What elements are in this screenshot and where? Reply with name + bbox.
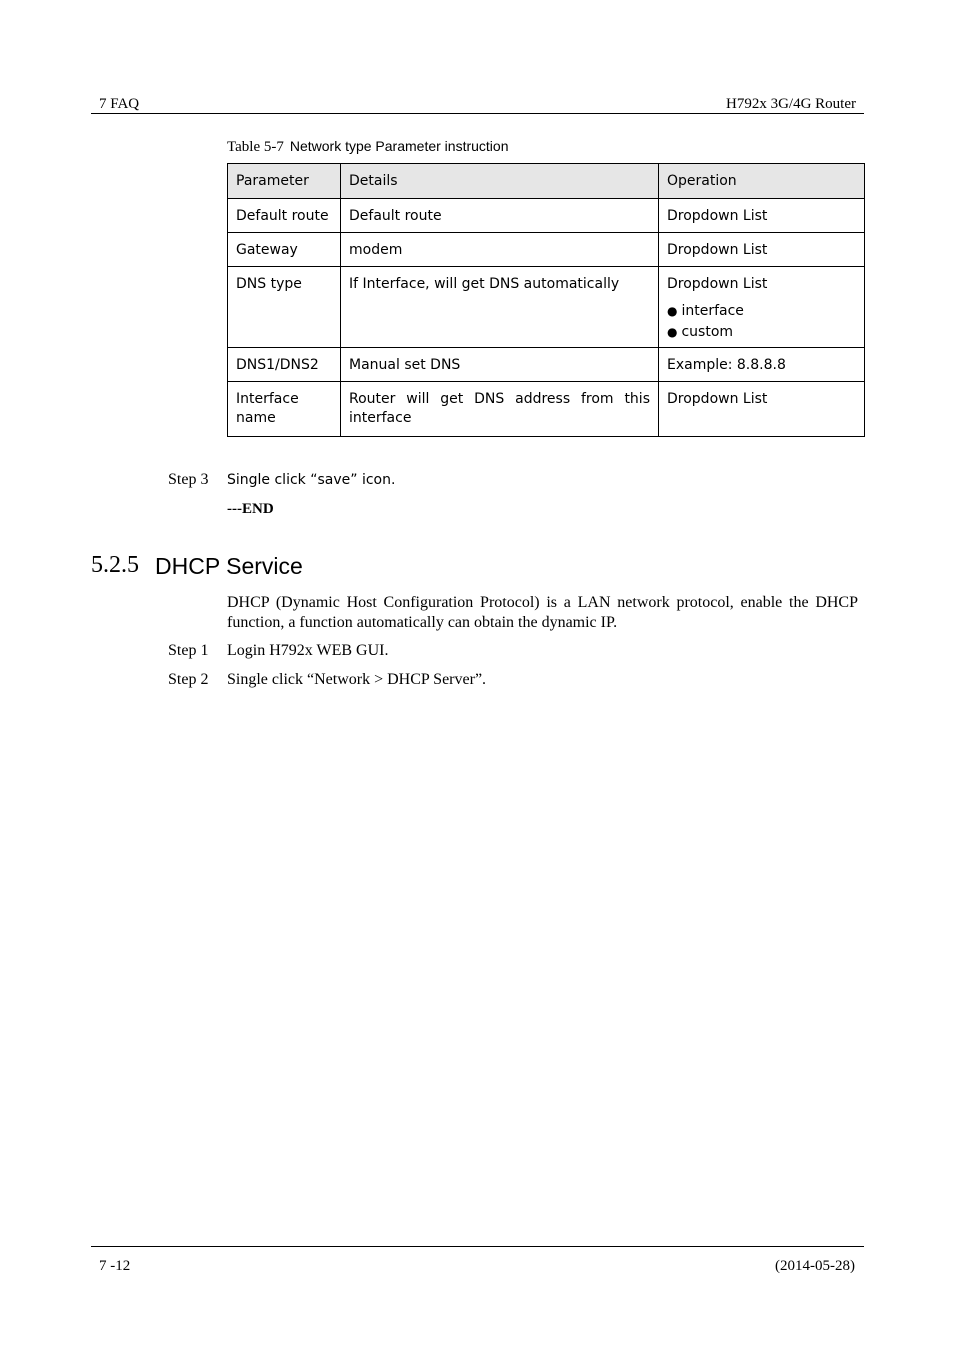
table-row	[228, 348, 865, 382]
option-label: interface	[681, 303, 744, 319]
step-label: Step 1	[168, 642, 209, 659]
step-label: Step 3	[168, 471, 209, 488]
section-number: 5.2.5	[91, 552, 139, 578]
cell-operation	[659, 267, 865, 348]
network-type-parameter-table	[227, 163, 865, 437]
footer-divider	[91, 1246, 864, 1247]
header-product: H792x 3G/4G Router	[726, 96, 856, 112]
cell-operation: Dropdown List	[659, 233, 865, 267]
section-intro: DHCP (Dynamic Host Configuration Protocol) is a LAN network protocol, enable the DHCP function, a function automatically can obtain the dynamic IP.	[227, 594, 858, 631]
table-row	[228, 267, 865, 348]
header-divider	[91, 113, 864, 114]
page-number: 7 -12	[99, 1258, 131, 1274]
cell-operation: Dropdown List	[659, 382, 865, 437]
end-marker: ---END	[227, 501, 274, 517]
dns-type-options	[667, 301, 856, 343]
cell-operation: Example: 8.8.8.8	[659, 348, 865, 382]
cell-details: Default route	[341, 199, 659, 233]
table-caption	[227, 138, 508, 156]
cell-details: Router will get DNS address from this interface	[341, 382, 659, 437]
document-date: (2014-05-28)	[775, 1258, 855, 1274]
header-chapter: 7 FAQ	[99, 96, 140, 112]
column-header-parameter: Parameter	[228, 164, 341, 199]
table-row	[228, 199, 865, 233]
cell-details: Manual set DNS	[341, 348, 659, 382]
column-header-operation: Operation	[659, 164, 865, 199]
section-title: DHCP Service	[155, 553, 303, 579]
cell-operation: Dropdown List	[659, 199, 865, 233]
table-caption-number: Table 5-7	[227, 139, 284, 155]
option-label: custom	[681, 324, 734, 340]
cell-parameter: Gateway	[228, 233, 341, 267]
cell-parameter: DNS type	[228, 267, 341, 348]
cell-parameter: Interface name	[228, 382, 341, 437]
list-item	[667, 322, 856, 343]
table-caption-title: Network type Parameter instruction	[289, 138, 509, 154]
table-row	[228, 233, 865, 267]
cell-details: modem	[341, 233, 659, 267]
step-text: Single click “save” icon.	[227, 472, 396, 488]
step-label: Step 2	[168, 671, 209, 688]
cell-operation-text: Dropdown List	[667, 276, 768, 292]
step-text: Single click “Network > DHCP Server”.	[227, 671, 487, 688]
list-item	[667, 301, 856, 322]
cell-parameter: Default route	[228, 199, 341, 233]
cell-parameter: DNS1/DNS2	[228, 348, 341, 382]
table-row	[228, 382, 865, 437]
bullet-icon: ●	[667, 325, 678, 339]
cell-details: If Interface, will get DNS automatically	[341, 267, 659, 348]
column-header-details: Details	[341, 164, 659, 199]
bullet-icon: ●	[667, 304, 678, 318]
table-header-row	[228, 164, 865, 199]
step-text: Login H792x WEB GUI.	[227, 642, 389, 659]
